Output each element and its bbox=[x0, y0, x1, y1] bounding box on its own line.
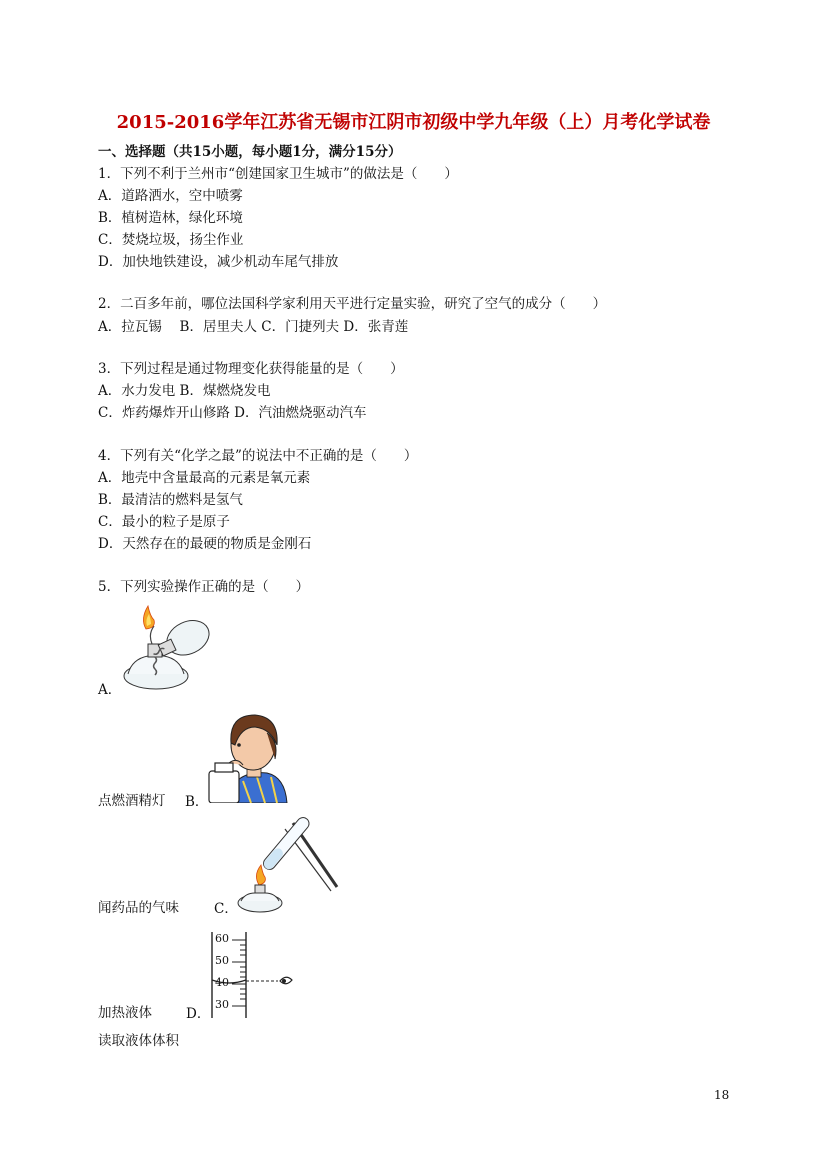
q3-options-cd: C．炸药爆炸开山修路 D．汽油燃烧驱动汽车 bbox=[98, 405, 367, 421]
q4-stem: 4．下列有关“化学之最”的说法中不正确的是（ ） bbox=[98, 448, 418, 464]
q1-stem: 1．下列不利于兰州市“创建国家卫生城市”的做法是（ ） bbox=[98, 166, 458, 182]
graduated-cylinder-figure bbox=[208, 930, 298, 1022]
q3-stem: 3．下列过程是通过物理变化获得能量的是（ ） bbox=[98, 361, 404, 377]
heating-liquid-figure bbox=[233, 815, 339, 913]
q5-b-letter: B． bbox=[185, 794, 209, 810]
q2-stem: 2．二百多年前，哪位法国科学家利用天平进行定量实验，研究了空气的成分（ ） bbox=[98, 296, 607, 312]
q4-option-d: D．天然存在的最硬的物质是金刚石 bbox=[98, 536, 312, 552]
alcohol-lamp-lighting-figure bbox=[118, 604, 213, 692]
q5-stem: 5．下列实验操作正确的是（ ） bbox=[98, 579, 310, 595]
q5-b-caption: 闻药品的气味 bbox=[98, 900, 179, 916]
section-heading: 一、选择题（共15小题，每小题1分，满分15分） bbox=[98, 144, 402, 160]
page-number: 18 bbox=[714, 1088, 730, 1102]
page-title: 2015-2016学年江苏省无锡市江阴市初级中学九年级（上）月考化学试卷 bbox=[116, 112, 711, 133]
q5-c-caption: 加热液体 bbox=[98, 1005, 152, 1021]
q4-option-c: C．最小的粒子是原子 bbox=[98, 514, 230, 530]
q5-c-letter: C． bbox=[214, 901, 238, 917]
cylinder-tick-60: 60 bbox=[215, 932, 229, 945]
q1-option-c: C．焚烧垃圾，扬尘作业 bbox=[98, 232, 244, 248]
q1-option-b: B．植树造林，绿化环境 bbox=[98, 210, 243, 226]
q5-a-letter: A． bbox=[98, 682, 122, 698]
q1-option-a: A．道路洒水，空中喷雾 bbox=[98, 188, 243, 204]
smelling-chemical-figure bbox=[207, 711, 289, 803]
q5-d-caption: 读取液体体积 bbox=[98, 1033, 179, 1049]
q4-option-a: A．地壳中含量最高的元素是氧元素 bbox=[98, 470, 311, 486]
q4-option-b: B．最清洁的燃料是氢气 bbox=[98, 492, 243, 508]
q5-a-caption: 点燃酒精灯 bbox=[98, 793, 166, 809]
cylinder-tick-30: 30 bbox=[215, 998, 229, 1011]
q3-options-ab: A．水力发电 B．煤燃烧发电 bbox=[98, 383, 271, 399]
cylinder-tick-50: 50 bbox=[215, 954, 229, 967]
q5-d-letter: D． bbox=[186, 1006, 211, 1022]
cylinder-tick-40: 40 bbox=[215, 976, 229, 989]
q2-options: A．拉瓦锡 B．居里夫人 C．门捷列夫 D．张青莲 bbox=[98, 319, 409, 335]
q1-option-d: D．加快地铁建设，减少机动车尾气排放 bbox=[98, 254, 339, 270]
